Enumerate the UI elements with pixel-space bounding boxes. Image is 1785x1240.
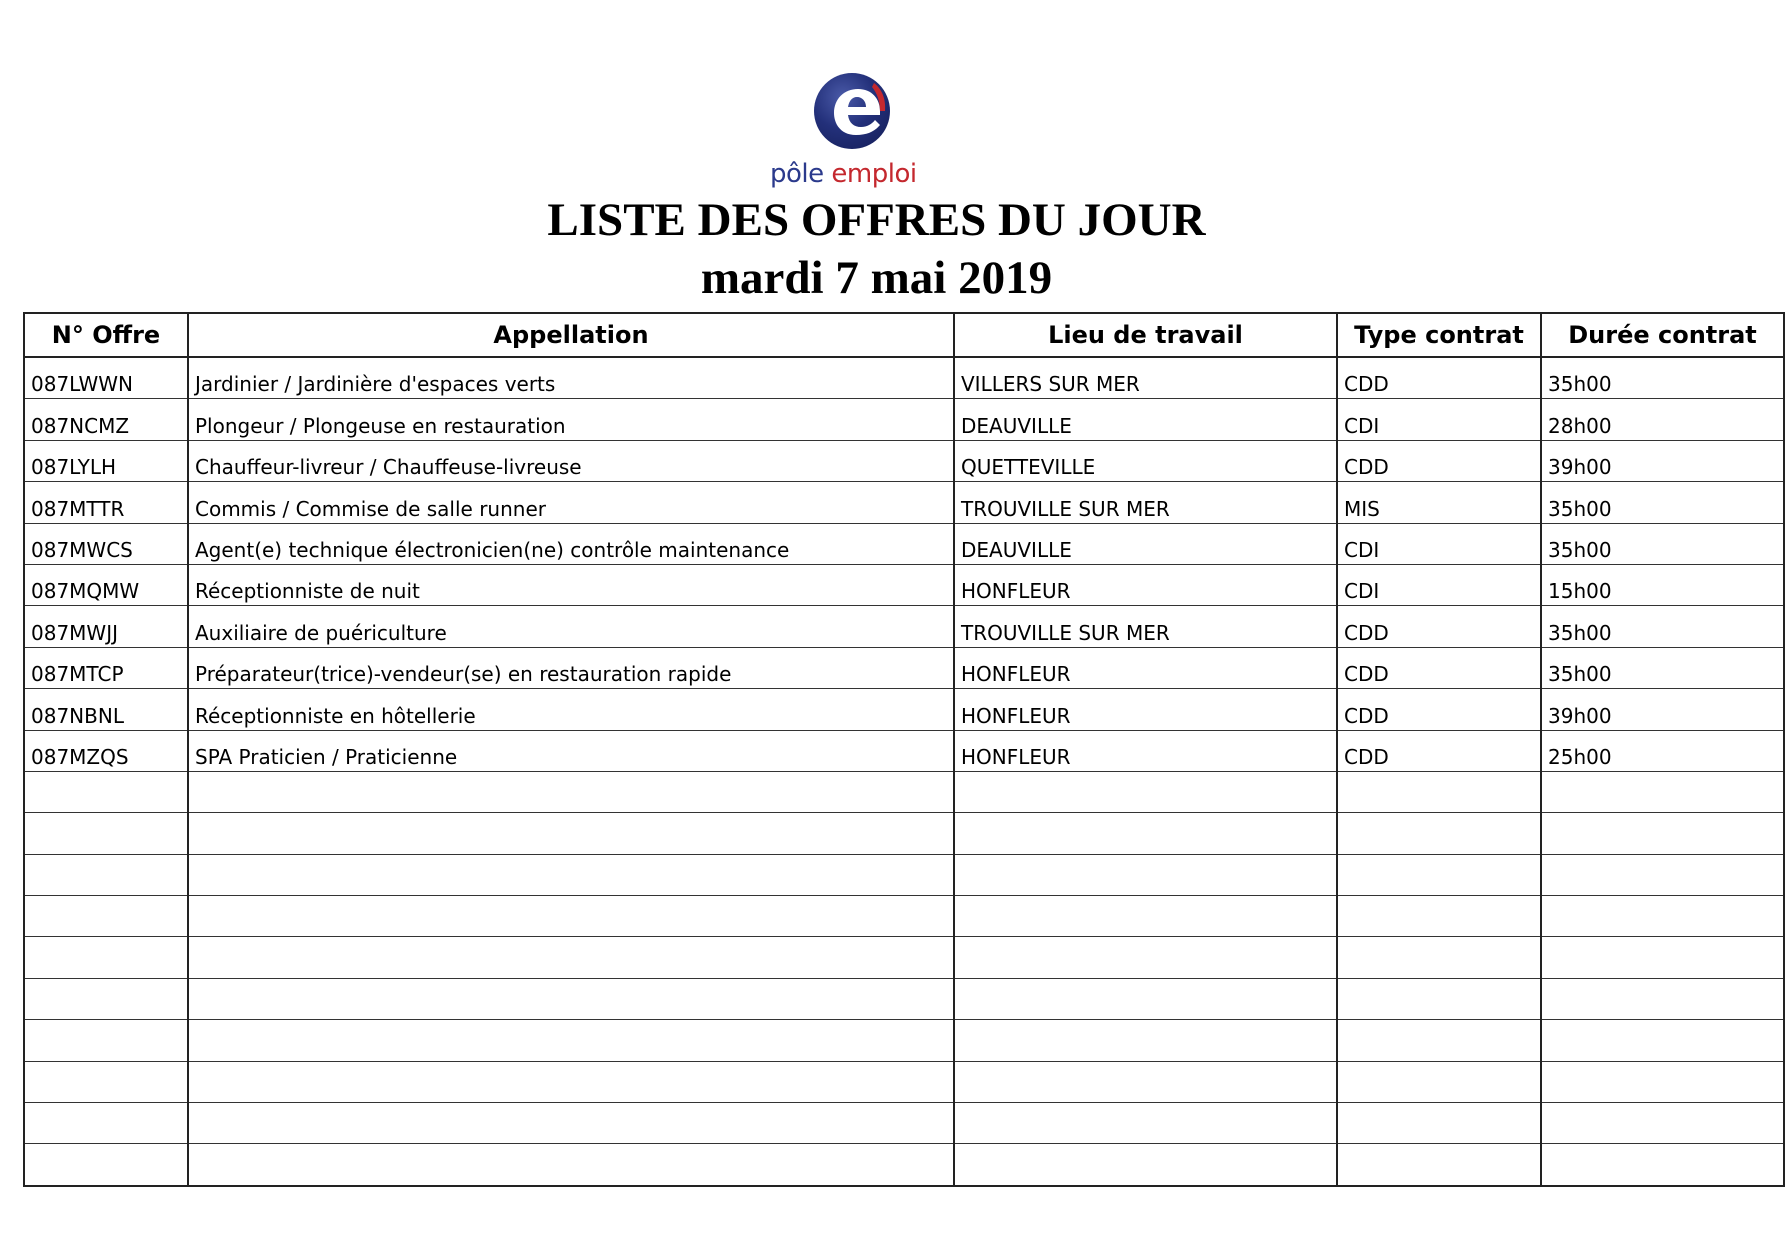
cell-type-contrat: CDI [1337,399,1541,440]
empty-cell [954,937,1337,978]
empty-cell [1337,896,1541,937]
table-row [24,606,1784,647]
empty-cell [1541,771,1784,812]
cell-lieu: DEAUVILLE [954,399,1337,440]
empty-table-row [24,1144,1784,1186]
empty-cell [954,978,1337,1019]
empty-table-row [24,1061,1784,1102]
empty-cell [1541,896,1784,937]
table-body [24,357,1784,1186]
cell-offre-number: 087MTTR [24,482,188,523]
column-header-offre: N° Offre [24,313,188,357]
empty-table-row [24,1020,1784,1061]
cell-appellation: Plongeur / Plongeuse en restauration [188,399,954,440]
cell-offre-number: 087NBNL [24,689,188,730]
table-row [24,399,1784,440]
empty-cell [188,1103,954,1144]
cell-type-contrat: CDD [1337,357,1541,399]
cell-lieu: HONFLEUR [954,730,1337,771]
empty-cell [188,1061,954,1102]
cell-type-contrat: CDD [1337,647,1541,688]
column-header-type-contrat: Type contrat [1337,313,1541,357]
cell-offre-number: 087MQMW [24,564,188,605]
table-row [24,564,1784,605]
empty-cell [954,771,1337,812]
empty-cell [1337,854,1541,895]
empty-cell [188,1020,954,1061]
cell-duree: 28h00 [1541,399,1784,440]
logo-wordmark [770,159,970,189]
column-header-appellation: Appellation [188,313,954,357]
empty-cell [1541,854,1784,895]
empty-cell [954,1144,1337,1186]
cell-duree: 35h00 [1541,482,1784,523]
empty-cell [24,1061,188,1102]
cell-type-contrat: CDD [1337,606,1541,647]
cell-lieu: VILLERS SUR MER [954,357,1337,399]
empty-cell [1337,771,1541,812]
empty-cell [24,937,188,978]
pole-emploi-logo [770,73,970,193]
cell-lieu: HONFLEUR [954,647,1337,688]
cell-offre-number: 087NCMZ [24,399,188,440]
cell-lieu: TROUVILLE SUR MER [954,482,1337,523]
empty-cell [188,1144,954,1186]
empty-cell [188,978,954,1019]
logo-word-pole: pôle [770,159,824,189]
cell-lieu: TROUVILLE SUR MER [954,606,1337,647]
page-date: mardi 7 mai 2019 [700,252,1053,304]
cell-lieu: HONFLEUR [954,564,1337,605]
empty-cell [188,854,954,895]
table-row [24,357,1784,399]
cell-duree: 15h00 [1541,564,1784,605]
empty-cell [188,937,954,978]
empty-cell [188,896,954,937]
cell-appellation: Réceptionniste en hôtellerie [188,689,954,730]
empty-table-row [24,813,1784,854]
table-row [24,440,1784,481]
cell-type-contrat: CDI [1337,523,1541,564]
empty-table-row [24,771,1784,812]
empty-cell [24,896,188,937]
cell-duree: 35h00 [1541,523,1784,564]
empty-cell [1541,1061,1784,1102]
cell-appellation: Auxiliaire de puériculture [188,606,954,647]
empty-cell [24,978,188,1019]
empty-cell [954,1103,1337,1144]
letter-e-icon [828,73,888,149]
empty-cell [1541,978,1784,1019]
empty-cell [1541,1020,1784,1061]
cell-offre-number: 087MWCS [24,523,188,564]
empty-table-row [24,854,1784,895]
empty-cell [24,1103,188,1144]
empty-cell [1337,1061,1541,1102]
cell-offre-number: 087LYLH [24,440,188,481]
cell-lieu: DEAUVILLE [954,523,1337,564]
cell-lieu: QUETTEVILLE [954,440,1337,481]
cell-duree: 35h00 [1541,357,1784,399]
empty-cell [954,813,1337,854]
empty-cell [1337,937,1541,978]
pole-emploi-logo-icon [814,73,890,149]
table-row [24,482,1784,523]
cell-offre-number: 087LWWN [24,357,188,399]
cell-type-contrat: CDD [1337,440,1541,481]
cell-type-contrat: MIS [1337,482,1541,523]
cell-appellation: Préparateur(trice)-vendeur(se) en restauration rapide [188,647,954,688]
cell-offre-number: 087MZQS [24,730,188,771]
empty-cell [1541,937,1784,978]
empty-table-row [24,1103,1784,1144]
table-header-row [24,313,1784,357]
table-row [24,730,1784,771]
cell-type-contrat: CDD [1337,689,1541,730]
empty-cell [1337,1144,1541,1186]
empty-cell [1337,813,1541,854]
cell-appellation: SPA Praticien / Praticienne [188,730,954,771]
cell-duree: 25h00 [1541,730,1784,771]
table-row [24,689,1784,730]
cell-appellation: Jardinier / Jardinière d'espaces verts [188,357,954,399]
cell-duree: 35h00 [1541,647,1784,688]
cell-offre-number: 087MTCP [24,647,188,688]
empty-cell [24,1020,188,1061]
cell-duree: 35h00 [1541,606,1784,647]
cell-appellation: Agent(e) technique électronicien(ne) contrôle maintenance [188,523,954,564]
empty-cell [1541,1103,1784,1144]
table-row [24,523,1784,564]
empty-cell [24,771,188,812]
empty-cell [24,854,188,895]
empty-cell [188,771,954,812]
empty-cell [954,1020,1337,1061]
empty-table-row [24,937,1784,978]
cell-type-contrat: CDD [1337,730,1541,771]
cell-appellation: Chauffeur-livreur / Chauffeuse-livreuse [188,440,954,481]
empty-cell [24,813,188,854]
offers-table [23,312,1785,1187]
empty-table-row [24,896,1784,937]
empty-cell [954,896,1337,937]
logo-word-emploi: emploi [831,159,917,189]
empty-cell [1337,1020,1541,1061]
cell-duree: 39h00 [1541,689,1784,730]
empty-table-row [24,978,1784,1019]
cell-appellation: Commis / Commise de salle runner [188,482,954,523]
column-header-lieu: Lieu de travail [954,313,1337,357]
empty-cell [954,1061,1337,1102]
column-header-duree: Durée contrat [1541,313,1784,357]
page-title: LISTE DES OFFRES DU JOUR [547,194,1206,246]
cell-type-contrat: CDI [1337,564,1541,605]
empty-cell [1541,813,1784,854]
offers-table-wrap [23,312,1757,1166]
table-row [24,647,1784,688]
empty-cell [1337,978,1541,1019]
empty-cell [1541,1144,1784,1186]
cell-offre-number: 087MWJJ [24,606,188,647]
empty-cell [954,854,1337,895]
empty-cell [1337,1103,1541,1144]
cell-lieu: HONFLEUR [954,689,1337,730]
empty-cell [24,1144,188,1186]
empty-cell [188,813,954,854]
cell-duree: 39h00 [1541,440,1784,481]
cell-appellation: Réceptionniste de nuit [188,564,954,605]
